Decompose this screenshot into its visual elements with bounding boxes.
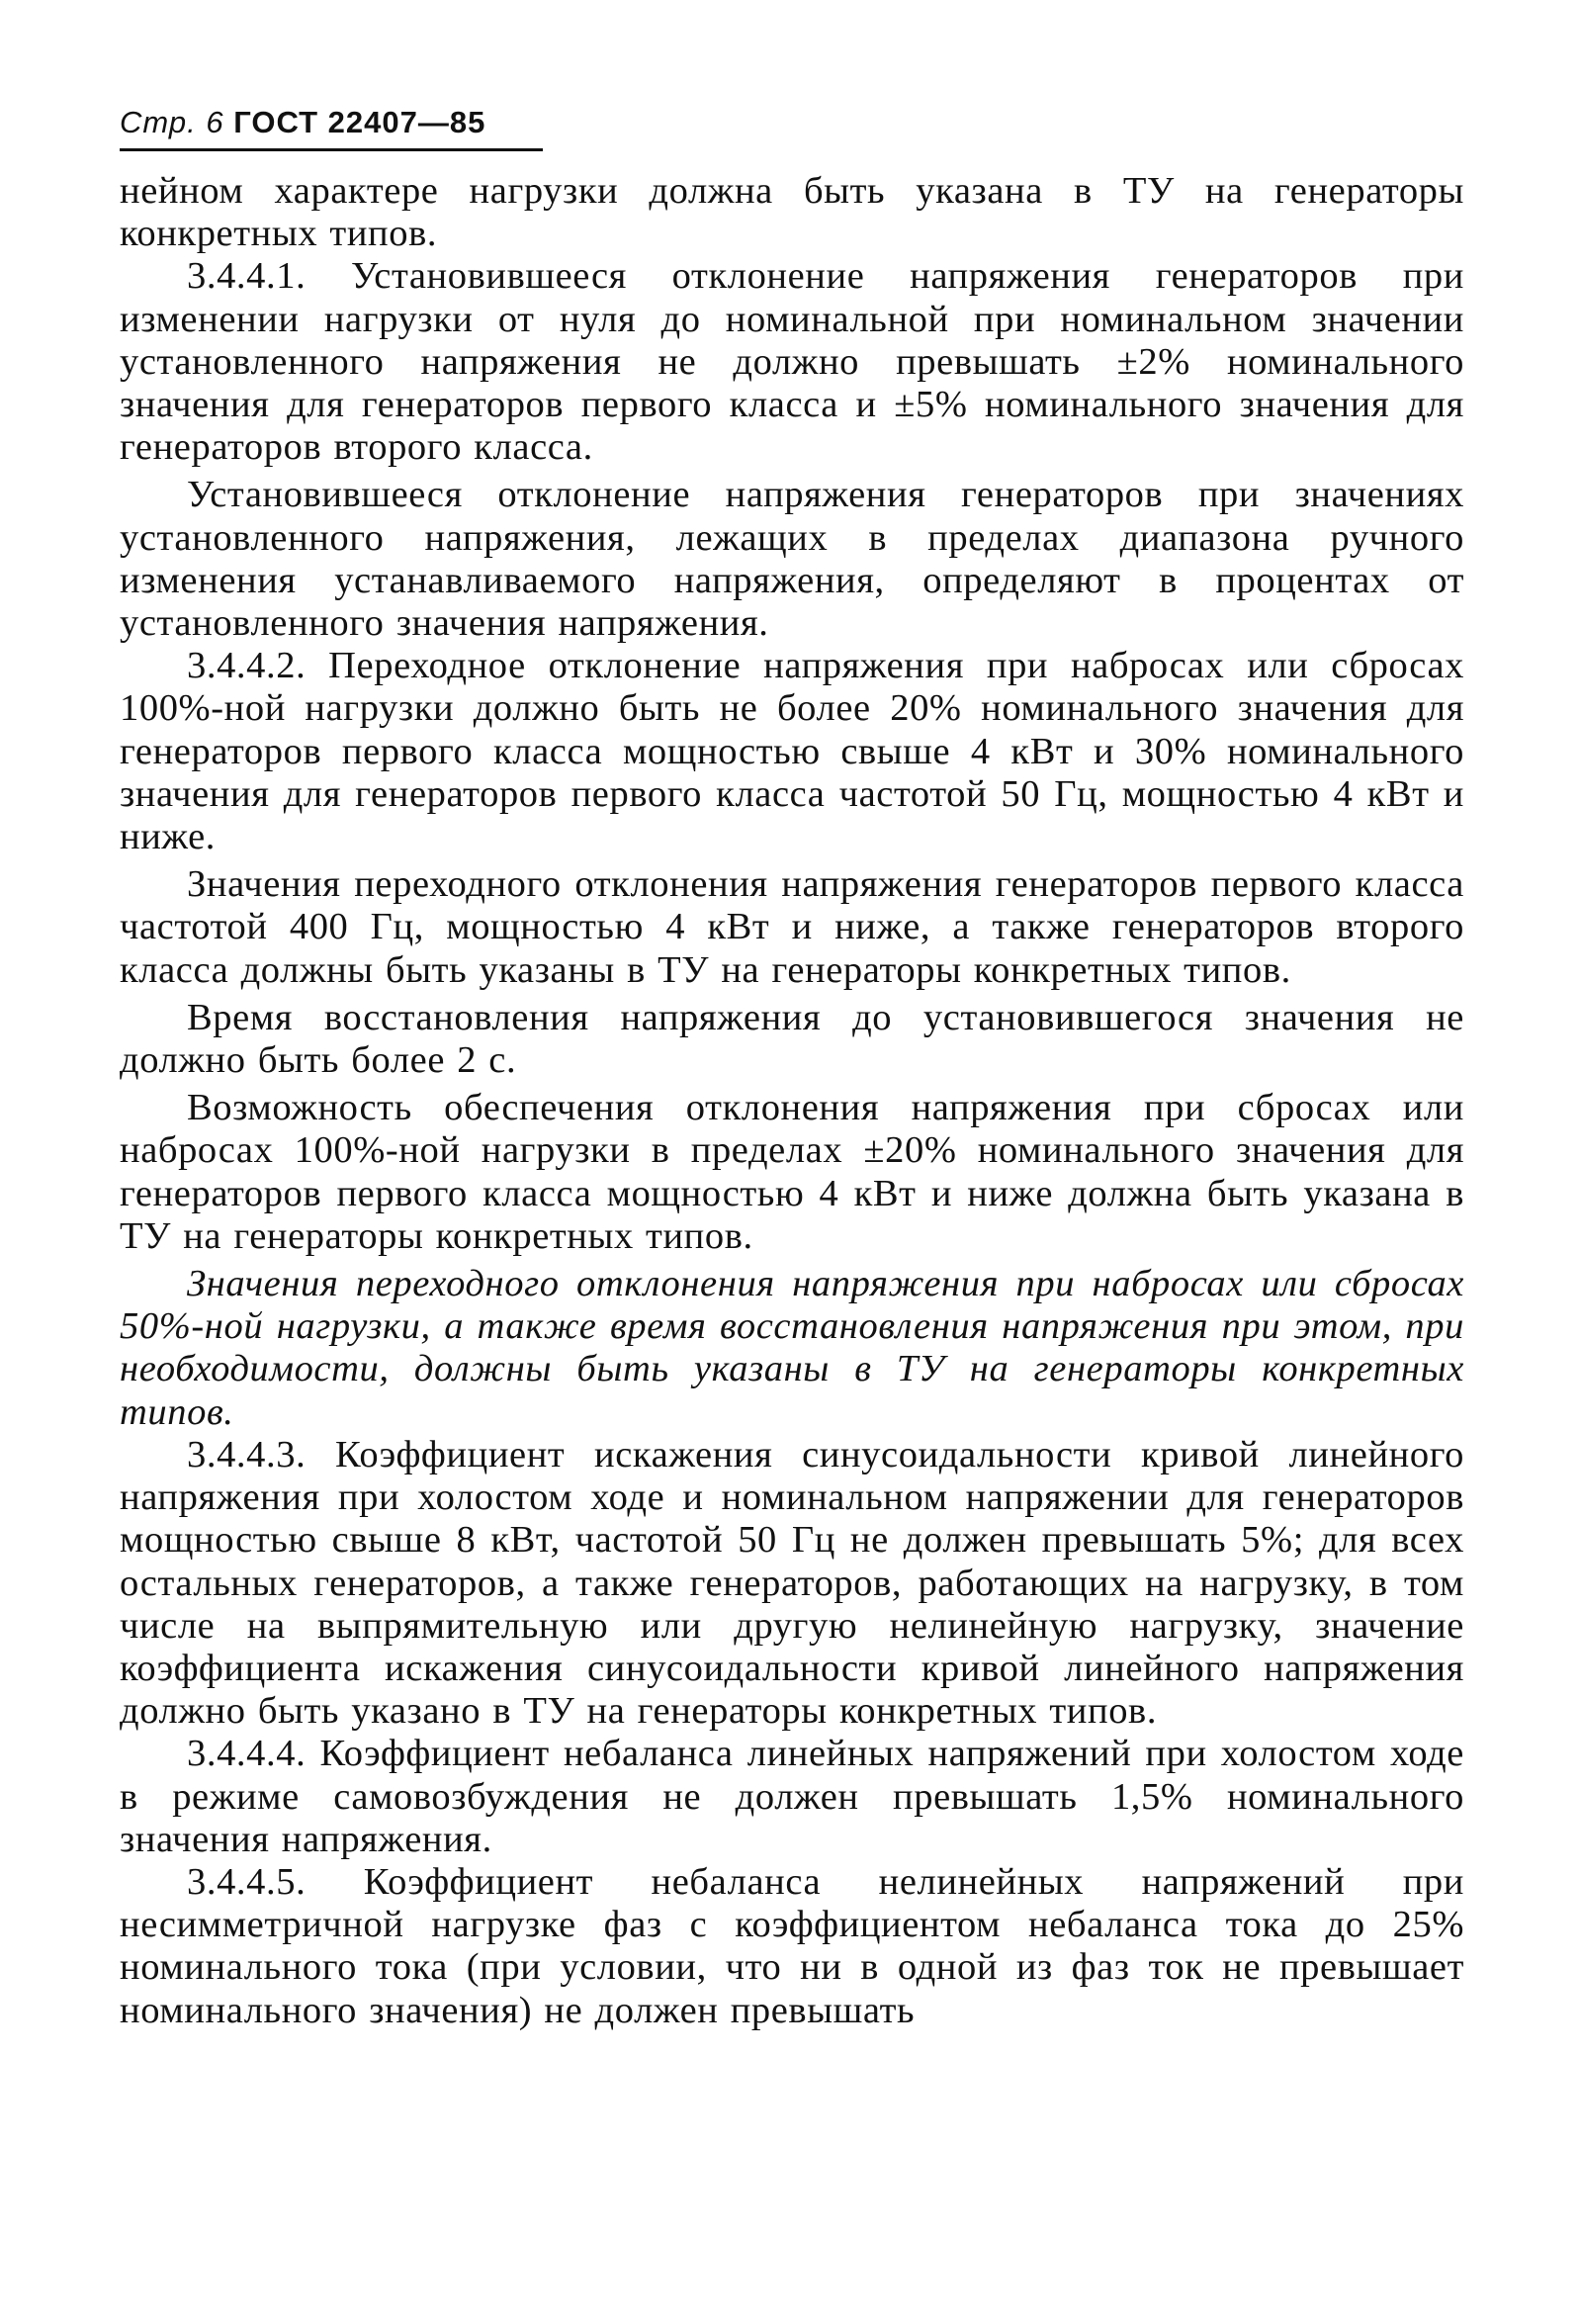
- page-number-label: Стр. 6: [120, 105, 224, 139]
- paragraph-steady-deviation: Установившееся отклонение напряжения генераторов при значениях установленного напряжения, лежащих в пределах диапазона ручного изменения устанавливаемого напряжения, определяют в процентах от установленного значения напряжения.: [120, 474, 1464, 645]
- document-body: [120, 170, 1464, 2032]
- clause-3-4-4-5: 3.4.4.5. Коэффициент небаланса нелинейных напряжений при несимметричной нагрузке фаз с коэффициентом небаланса тока до 25% номинального тока (при условии, что ни в одной из фаз ток не превышает номинального значения) не должен превышать: [120, 1860, 1464, 2031]
- standard-designation: ГОСТ 22407—85: [233, 105, 486, 139]
- paragraph-transient-values: Значения переходного отклонения напряжения генераторов первого класса частотой 400 Гц, мощностью 4 кВт и ниже, а также генераторов второго класса должны быть указаны в ТУ на генераторы конкретных типов.: [120, 863, 1464, 991]
- clause-3-4-4-4: 3.4.4.4. Коэффициент небаланса линейных напряжений при холостом ходе в режиме самовозбуждения не должен превышать 1,5% номинального значения напряжения.: [120, 1733, 1464, 1860]
- clause-3-4-4-2: 3.4.4.2. Переходное отклонение напряжения при набросах или сбросах 100%-ной нагрузки должно быть не более 20% номинального значения для генераторов первого класса мощностью свыше 4 кВт и 30% номинального значения для генераторов первого класса частотой 50 Гц, мощностью 4 кВт и ниже.: [120, 645, 1464, 858]
- page-header: [120, 105, 535, 140]
- paragraph-recovery-time: Время восстановления напряжения до установившегося значения не должно быть более 2 с.: [120, 996, 1464, 1082]
- paragraph-continuation: нейном характере нагрузки должна быть указана в ТУ на генераторы конкретных типов.: [120, 170, 1464, 255]
- clause-3-4-4-1: 3.4.4.1. Установившееся отклонение напряжения генераторов при изменении нагрузки от нуля до номинальной при номинальном значении установленного напряжения не должно превышать ±2% номинального значения для генераторов первого класса и ±5% номинального значения для генераторов второго класса.: [120, 255, 1464, 469]
- paragraph-deviation-possibility: Возможность обеспечения отклонения напряжения при сбросах или набросах 100%-ной нагрузки в пределах ±20% номинального значения для генераторов первого класса мощностью 4 кВт и ниже должна быть указана в ТУ на генераторы конкретных типов.: [120, 1087, 1464, 1257]
- header-rule: [120, 148, 543, 151]
- clause-3-4-4-3: 3.4.4.3. Коэффициент искажения синусоидальности кривой линейного напряжения при холостом ходе и номинальном напряжении для генераторов мощностью свыше 8 кВт, частотой 50 Гц не должен превышать 5%; для всех остальных генераторов, а также генераторов, работающих на нагрузку, в том числе на выпрямительную или другую нелинейную нагрузку, значение коэффициента искажения синусоидальности кривой линейного напряжения должно быть указано в ТУ на генераторы конкретных типов.: [120, 1433, 1464, 1733]
- paragraph-50-percent-load: Значения переходного отклонения напряжения при набросах или сбросах 50%-ной нагрузки, а также время восстановления напряжения при этом, при необходимости, должны быть указаны в ТУ на генераторы конкретных типов.: [120, 1263, 1464, 1433]
